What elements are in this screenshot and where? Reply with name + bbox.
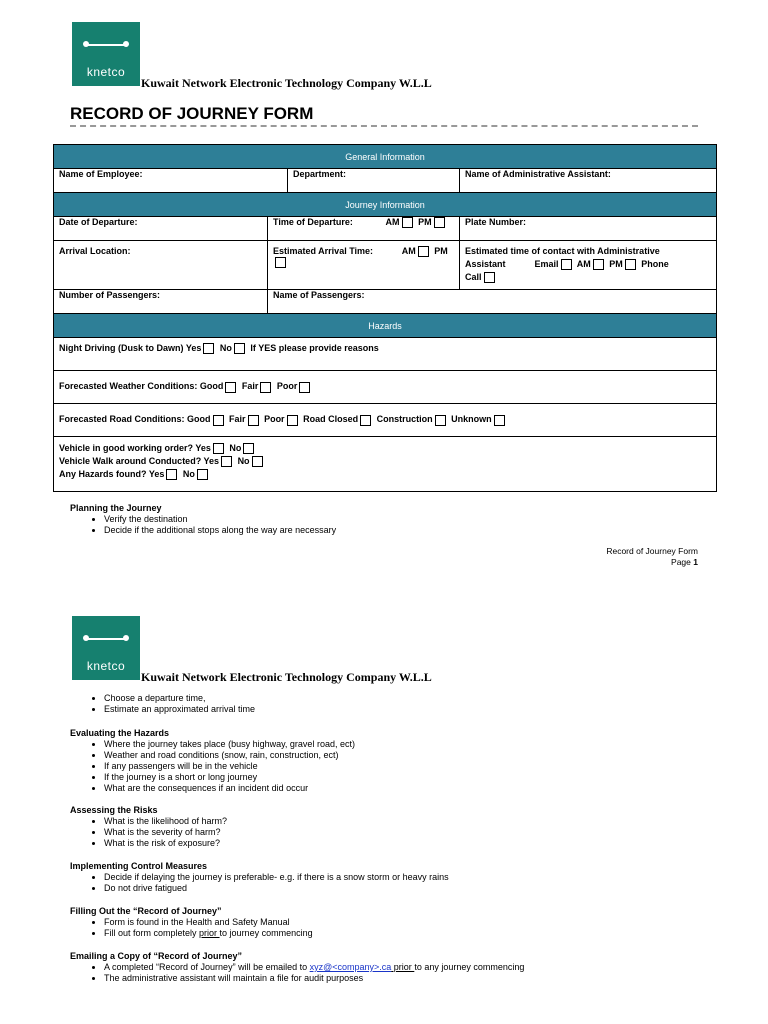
weather-conditions-row: Forecasted Weather Conditions: Good Fair Poor [54,371,717,404]
checkbox-road-unknown[interactable] [494,415,505,426]
checkbox-contact-pm[interactable] [625,259,636,270]
checkbox-vehicle-order-yes[interactable] [213,443,224,454]
checkbox-hazards-yes[interactable] [166,469,177,480]
implementing-heading: Implementing Control Measures [70,861,208,871]
list-item: • What is the likelihood of harm? [104,816,227,827]
checkbox-hazards-no[interactable] [197,469,208,480]
estimated-arrival-field[interactable]: Estimated Arrival Time: AM PM [268,241,460,290]
checkbox-contact-email[interactable] [561,259,572,270]
list-item: • Where the journey takes place (busy highway, gravel road, ect) [104,739,355,750]
list-item: • Fill out form completely prior to journey commencing [104,928,313,939]
department-field[interactable]: Department: [288,169,460,193]
filling-heading: Filling Out the “Record of Journey” [70,906,222,916]
checkbox-walk-around-no[interactable] [252,456,263,467]
checkbox-road-poor[interactable] [287,415,298,426]
list-item: • What is the risk of exposure? [104,838,227,849]
checkbox-weather-poor[interactable] [299,382,310,393]
date-departure-field[interactable]: Date of Departure: [54,217,268,241]
checkbox-contact-phone-call[interactable] [484,272,495,283]
filling-list [88,917,313,939]
list-item: • If any passengers will be in the vehicle [104,761,355,772]
name-passengers-field[interactable]: Name of Passengers: [268,290,717,314]
list-item: • What are the consequences if an incident did occur [104,783,355,794]
checkbox-weather-fair[interactable] [260,382,271,393]
planning-list-continued [88,693,255,715]
company-logo-page2 [72,616,140,680]
employee-name-field[interactable]: Name of Employee: [54,169,288,193]
list-item: • Weather and road conditions (snow, rain, construction, ect) [104,750,355,761]
logo-word: knetco [86,659,126,673]
assessing-heading: Assessing the Risks [70,805,158,815]
list-item: • If the journey is a short or long journey [104,772,355,783]
checkbox-vehicle-order-no[interactable] [243,443,254,454]
planning-heading: Planning the Journey [70,503,162,513]
section-header-journey: Journey Information [54,193,717,217]
checkbox-contact-am[interactable] [593,259,604,270]
journey-form-table [53,144,717,492]
list-item: • A completed “Record of Journey” will be emailed to xyz@<company>.ca prior to any journey commencing [104,962,524,973]
email-link[interactable]: xyz@<company>.ca [309,962,392,972]
section-header-general: General Information [54,145,717,169]
checkbox-road-fair[interactable] [248,415,259,426]
assessing-list [88,816,227,849]
emailing-heading: Emailing a Copy of “Record of Journey” [70,951,243,961]
checkbox-night-no[interactable] [234,343,245,354]
list-item: • Estimate an approximated arrival time [104,704,255,715]
list-item: • Do not drive fatigued [104,883,449,894]
page-footer: Record of Journey Form Page 1 [606,546,698,567]
company-logo [72,22,140,86]
checkbox-departure-am[interactable] [402,217,413,228]
list-item: • Form is found in the Health and Safety Manual [104,917,313,928]
contact-time-field[interactable]: Estimated time of contact with Administrative Assistant Email AM PM Phone Call [460,241,717,290]
logo-word: knetco [86,65,126,79]
company-name-page2: Kuwait Network Electronic Technology Company W.L.L [141,670,432,684]
list-item: • The administrative assistant will maintain a file for audit purposes [104,973,524,984]
night-driving-row: Night Driving (Dusk to Dawn) Yes No If YES please provide reasons [54,338,717,371]
plate-number-field[interactable]: Plate Number: [460,217,717,241]
road-conditions-row: Forecasted Road Conditions: Good Fair Poor Road Closed Construction Unknown [54,404,717,437]
checkbox-night-yes[interactable] [203,343,214,354]
list-item: • Choose a departure time, [104,693,255,704]
vehicle-check-row: Vehicle in good working order? Yes No Vehicle Walk around Conducted? Yes No Any Hazards found? Yes No [54,437,717,492]
time-departure-field[interactable]: Time of Departure: AM PM [268,217,460,241]
checkbox-road-good[interactable] [213,415,224,426]
checkbox-departure-pm[interactable] [434,217,445,228]
planning-list [88,514,336,536]
page-title: RECORD OF JOURNEY FORM [70,104,314,123]
checkbox-weather-good[interactable] [225,382,236,393]
list-item: • Decide if delaying the journey is preferable- e.g. if there is a snow storm or heavy rains [104,872,449,883]
list-item: • What is the severity of harm? [104,827,227,838]
checkbox-walk-around-yes[interactable] [221,456,232,467]
checkbox-arrival-am[interactable] [418,246,429,257]
evaluating-list [88,739,355,794]
checkbox-road-construction[interactable] [435,415,446,426]
checkbox-arrival-pm[interactable] [275,257,286,268]
number-passengers-field[interactable]: Number of Passengers: [54,290,268,314]
emailing-list [88,962,524,984]
company-name: Kuwait Network Electronic Technology Company W.L.L [141,76,432,90]
list-item: • Decide if the additional stops along the way are necessary [104,525,336,536]
list-item: • Verify the destination [104,514,336,525]
admin-assistant-field[interactable]: Name of Administrative Assistant: [460,169,717,193]
evaluating-heading: Evaluating the Hazards [70,728,170,738]
section-header-hazards: Hazards [54,314,717,338]
title-divider [70,125,698,127]
implementing-list [88,872,449,894]
checkbox-road-closed[interactable] [360,415,371,426]
arrival-location-field[interactable]: Arrival Location: [54,241,268,290]
